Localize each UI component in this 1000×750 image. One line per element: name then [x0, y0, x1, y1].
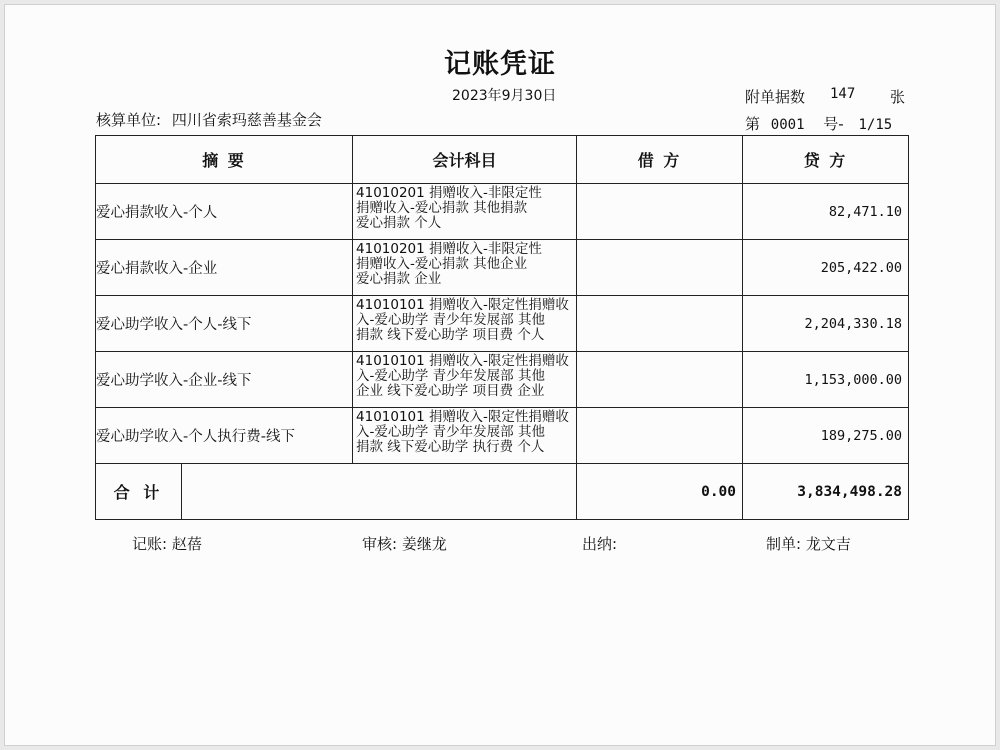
unit-name: 四川省索玛慈善基金会 — [171, 111, 322, 129]
row-credit: 1,153,000.00 — [743, 352, 909, 408]
row-summary: 爱心助学收入-企业-线下 — [96, 352, 353, 408]
row-credit: 205,422.00 — [743, 240, 909, 296]
row-summary: 爱心捐款收入-个人 — [96, 184, 353, 240]
accounting-unit — [96, 109, 322, 130]
row-account: 41010101 捐赠收入-限定性捐赠收 入-爱心助学 青少年发展部 其他 捐款 线下爱心助学 项目费 个人 — [353, 296, 577, 352]
table-row — [96, 184, 909, 240]
row-debit — [577, 352, 743, 408]
reviewer-label: 审核: — [362, 535, 398, 553]
row-account: 41010201 捐赠收入-非限定性 捐赠收入-爱心捐款 其他捐款 爱心捐款 个人 — [353, 184, 577, 240]
voucher-page: 1/15 — [858, 117, 893, 133]
table-row — [96, 240, 909, 296]
voucher-prefix: 第 — [745, 115, 761, 133]
total-debit: 0.00 — [577, 464, 743, 520]
row-credit: 2,204,330.18 — [743, 296, 909, 352]
attachment-label: 附单据数 — [745, 88, 806, 106]
row-summary: 爱心助学收入-个人-线下 — [96, 296, 353, 352]
bookkeeper-name: 赵蓓 — [171, 535, 202, 553]
attachment-count — [745, 86, 906, 107]
row-debit — [577, 408, 743, 464]
total-row — [96, 464, 909, 520]
voucher-number — [745, 113, 892, 134]
total-credit: 3,834,498.28 — [743, 464, 909, 520]
row-debit — [577, 296, 743, 352]
table-row — [96, 296, 909, 352]
row-summary: 爱心捐款收入-企业 — [96, 240, 353, 296]
voucher-no: 0001 — [770, 117, 805, 133]
attachment-unit: 张 — [890, 88, 906, 106]
row-debit — [577, 184, 743, 240]
voucher-suffix: 号- — [823, 115, 844, 133]
voucher-title: 记账凭证 — [444, 49, 556, 80]
reviewer-signature — [362, 533, 447, 554]
reviewer-name: 姜继龙 — [401, 535, 447, 553]
row-credit: 82,471.10 — [743, 184, 909, 240]
header-account: 会计科目 — [353, 136, 577, 184]
voucher-table — [95, 135, 909, 520]
bookkeeper-label: 记账: — [132, 535, 168, 553]
header-debit: 借 方 — [577, 136, 743, 184]
row-account: 41010101 捐赠收入-限定性捐赠收 入-爱心助学 青少年发展部 其他 捐款 线下爱心助学 执行费 个人 — [353, 408, 577, 464]
row-summary: 爱心助学收入-个人执行费-线下 — [96, 408, 353, 464]
voucher-date: 2023年9月30日 — [452, 88, 557, 104]
cashier-signature — [582, 533, 617, 554]
cashier-label: 出纳: — [582, 535, 618, 553]
preparer-signature — [766, 533, 851, 554]
preparer-name: 龙文吉 — [805, 535, 851, 553]
total-blank — [182, 464, 577, 520]
row-account: 41010101 捐赠收入-限定性捐赠收 入-爱心助学 青少年发展部 其他 企业 线下爱心助学 项目费 企业 — [353, 352, 577, 408]
table-header — [96, 136, 909, 184]
table-row — [96, 352, 909, 408]
row-debit — [577, 240, 743, 296]
header-summary: 摘 要 — [96, 136, 353, 184]
row-account: 41010201 捐赠收入-非限定性 捐赠收入-爱心捐款 其他企业 爱心捐款 企业 — [353, 240, 577, 296]
header-credit: 贷 方 — [743, 136, 909, 184]
attachment-number: 147 — [830, 86, 856, 102]
bookkeeper-signature — [132, 533, 202, 554]
unit-label: 核算单位: — [96, 111, 162, 129]
row-credit: 189,275.00 — [743, 408, 909, 464]
preparer-label: 制单: — [766, 535, 802, 553]
total-label: 合 计 — [96, 464, 182, 520]
table-row — [96, 408, 909, 464]
